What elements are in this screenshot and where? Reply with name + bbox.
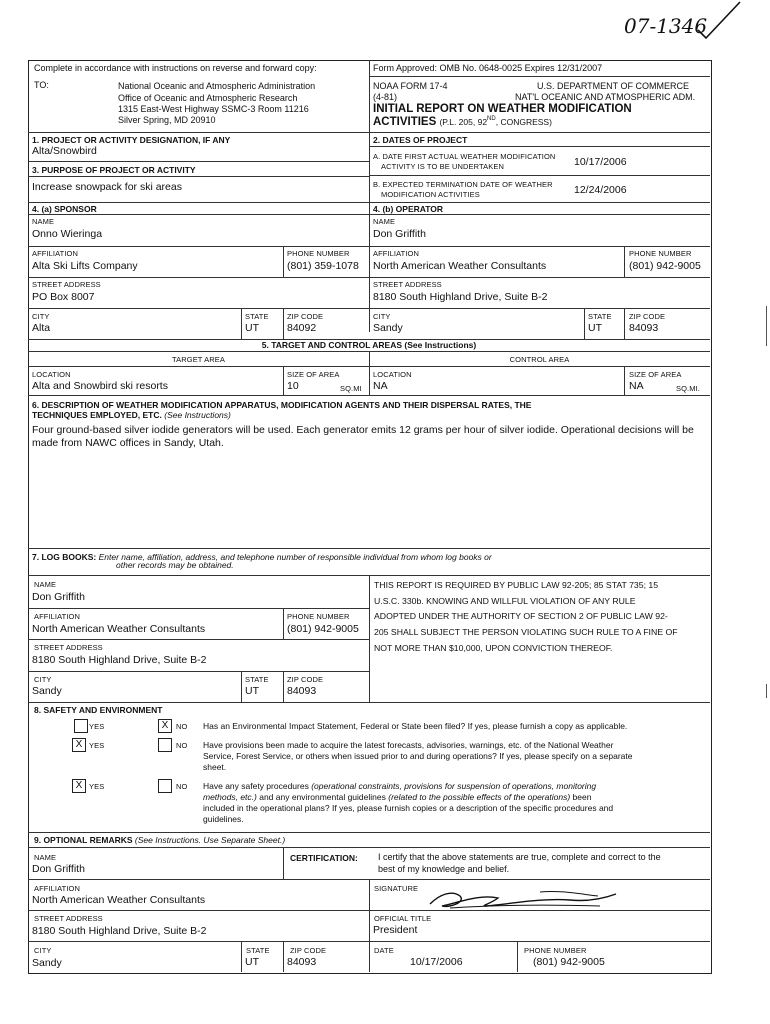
operator-zip: 84093 [629,322,659,334]
law-line: NOT MORE THAN $10,000, UPON CONVICTION THEREOF. [374,642,613,653]
section6-heading-note: (See Instructions) [164,410,231,420]
forecast-question-line: Service, Forest Service, or others when issued prior to and during operations? If yes, please specify on a separate [203,751,633,761]
section1-heading: 1. PROJECT OR ACTIVITY DESIGNATION, IF ANY [32,135,231,145]
remarks-state-label: STATE [246,946,270,955]
eis-yes-checkbox[interactable] [74,719,88,733]
form-number: NOAA FORM 17-4 [373,81,448,91]
operator-state: UT [588,322,602,334]
title-sup: ND [487,116,496,123]
forecast-question-line: sheet. [203,762,227,772]
safety-q-c: methods, etc.) [203,792,257,802]
operator-affiliation: North American Weather Consultants [373,260,547,272]
sponsor-name-label: NAME [32,217,55,226]
section2-heading: 2. DATES OF PROJECT [373,135,468,145]
remarks-name-label: NAME [34,853,57,862]
certification-text: I certify that the above statements are true, complete and correct to the [378,852,661,862]
yes-label: YES [89,722,105,731]
operator-affiliation-label: AFFILIATION [373,249,419,258]
signature-date: 10/17/2006 [410,956,463,968]
to-address-line: Office of Oceanic and Atmospheric Research [118,93,298,103]
section7-heading-text: 7. LOG BOOKS: [32,552,97,562]
safety-no-checkbox[interactable] [158,779,172,793]
form-title-activities: ACTIVITIES [373,116,437,128]
cert-phone: (801) 942-9005 [533,956,605,968]
remarks-zip: 84093 [287,956,317,968]
form-date: (4-81) [373,92,398,102]
safety-question [203,781,613,825]
section8-heading: 8. SAFETY AND ENVIRONMENT [34,705,163,715]
law-notice [374,578,706,657]
log-state: UT [245,685,259,697]
operator-name-label: NAME [373,217,396,226]
safety-question-line4: guidelines. [203,814,244,824]
date-termination-label: B. EXPECTED TERMINATION DATE OF WEATHER [373,180,553,189]
to-address-line: Silver Spring, MD 20910 [118,115,216,125]
sponsor-affiliation: Alta Ski Lifts Company [32,260,138,272]
target-location-label: LOCATION [32,370,71,379]
log-phone: (801) 942-9005 [287,623,359,635]
sponsor-phone: (801) 359-1078 [287,260,359,272]
safety-q-d: and any environmental guidelines [256,792,389,802]
safety-q-e: (related to the possible effects of the operations) [388,792,571,802]
target-unit: SQ.MI [340,384,362,393]
safety-q-f: been [570,792,592,802]
section7-note: Enter name, affiliation, address, and telephone number of responsible individual from whom log books or [98,552,492,562]
sponsor-heading: 4. (a) SPONSOR [32,204,97,214]
certification-label: CERTIFICATION: [290,853,358,863]
law-line: ADOPTED UNDER THE AUTHORITY OF SECTION 2 OF PUBLIC LAW 92- [374,611,668,622]
target-size: 10 [287,380,299,392]
operator-street: 8180 South Highland Drive, Suite B-2 [373,291,548,303]
remarks-street: 8180 South Highland Drive, Suite B-2 [32,925,207,937]
section6-heading: 6. DESCRIPTION OF WEATHER MODIFICATION APPARATUS, MODIFICATION AGENTS AND THEIR DISPERSAL RATES, THE [32,400,532,410]
remarks-state: UT [245,956,259,968]
control-area-label: CONTROL AREA [509,355,570,364]
control-location: NA [373,380,388,392]
target-location: Alta and Snowbird ski resorts [32,380,168,392]
operator-phone-label: PHONE NUMBER [629,249,692,258]
date-label: DATE [374,946,394,955]
form-title-line2 [373,116,552,128]
log-city-label: CITY [34,675,52,684]
date-termination-label2: MODIFICATION ACTIVITIES [381,190,480,199]
operator-city-label: CITY [373,312,391,321]
section5-heading-note: (See Instructions) [404,340,477,350]
eis-question: Has an Environmental Impact Statement, Federal or State been filed? If yes, please furnish a copy as applicable. [203,721,628,731]
purpose-value: Increase snowpack for ski areas [32,181,182,193]
control-location-label: LOCATION [373,370,412,379]
no-label: NO [176,722,188,731]
section9-heading-text: 9. OPTIONAL REMARKS [34,835,133,845]
section6-heading-text2: TECHNIQUES EMPLOYED, ETC. [32,410,162,420]
agency-name: NAT'L OCEANIC AND ATMOSPHERIC ADM. [515,92,696,102]
log-street: 8180 South Highland Drive, Suite B-2 [32,654,207,666]
operator-phone: (801) 942-9005 [629,260,701,272]
forecast-question [203,740,632,773]
log-affiliation: North American Weather Consultants [32,623,206,635]
sponsor-street-label: STREET ADDRESS [32,280,101,289]
sponsor-affiliation-label: AFFILIATION [32,249,78,258]
official-title-label: OFFICIAL TITLE [374,914,432,923]
yes-label: YES [89,741,105,750]
sponsor-zip: 84092 [287,322,317,334]
target-area-label: TARGET AREA [172,355,225,364]
signature-label: SIGNATURE [374,884,419,893]
date-termination-value: 12/24/2006 [574,184,627,196]
remarks-zip-label: ZIP CODE [290,946,327,955]
law-line: 205 SHALL SUBJECT THE PERSON VIOLATING SUCH RULE TO A FINE OF [374,627,678,638]
sponsor-zip-label: ZIP CODE [287,312,324,321]
log-zip: 84093 [287,685,317,697]
checkmark-icon [694,0,744,40]
sponsor-name: Onno Wieringa [32,228,103,240]
date-first-label: A. DATE FIRST ACTUAL WEATHER MODIFICATION [373,152,556,161]
log-phone-label: PHONE NUMBER [287,612,350,621]
handwritten-number: 07-1346 [624,14,708,38]
section3-heading: 3. PURPOSE OF PROJECT OR ACTIVITY [32,165,196,175]
log-street-label: STREET ADDRESS [34,643,103,652]
sponsor-street: PO Box 8007 [32,291,95,303]
sponsor-phone-label: PHONE NUMBER [287,249,350,258]
to-address-line: National Oceanic and Atmospheric Administration [118,81,316,91]
project-designation: Alta/Snowbird [32,145,97,157]
law-line: THIS REPORT IS REQUIRED BY PUBLIC LAW 92-205; 85 STAT 735; 15 [374,580,659,590]
official-title: President [373,924,418,936]
remarks-city: Sandy [32,957,62,969]
sponsor-state: UT [245,322,259,334]
log-affiliation-label: AFFILIATION [34,612,80,621]
log-name-label: NAME [34,580,57,589]
log-zip-label: ZIP CODE [287,675,324,684]
operator-heading: 4. (b) OPERATOR [373,204,444,214]
law-line: U.S.C. 330b. KNOWING AND WILLFUL VIOLATION OF ANY RULE [374,595,636,606]
eis-no-checkbox[interactable]: X [158,719,172,733]
section9-heading-note: (See Instructions. Use Separate Sheet.) [134,835,286,845]
safety-yes-checkbox[interactable]: X [72,779,86,793]
no-label: NO [176,741,188,750]
description-text: Four ground-based silver iodide generators will be used. Each generator emits 12 grams per hour of silver iodide. Operational decisions will be made from NAWC offices in Sandy, Utah. [32,424,694,449]
section7-heading [32,552,492,562]
to-label: TO: [34,80,49,90]
section7-note-line2: other records may be obtained. [116,560,234,570]
remarks-name: Don Griffith [32,863,85,875]
remarks-city-label: CITY [34,946,52,955]
sponsor-state-label: STATE [245,312,269,321]
forecast-no-checkbox[interactable] [158,738,172,752]
safety-question-line3: included in the operational plans? If yes, please furnish copies or a description of the specific procedures and [203,803,614,813]
operator-street-label: STREET ADDRESS [373,280,442,289]
safety-question-line2 [203,792,613,803]
remarks-affiliation-label: AFFILIATION [34,884,80,893]
operator-state-label: STATE [588,312,612,321]
yes-label: YES [89,782,105,791]
control-size-label: SIZE OF AREA [629,370,682,379]
section5-heading-text: 5. TARGET AND CONTROL AREAS [261,340,403,350]
sponsor-city: Alta [32,322,51,334]
safety-question-line1 [203,781,613,792]
sponsor-city-label: CITY [32,312,50,321]
log-state-label: STATE [245,675,269,684]
form-title: INITIAL REPORT ON WEATHER MODIFICATION [373,103,632,115]
operator-city: Sandy [373,322,403,334]
certification-text-line2: best of my knowledge and belief. [378,864,510,874]
date-first-label2: ACTIVITY IS TO BE UNDERTAKEN [381,162,504,171]
date-first-value: 10/17/2006 [574,156,627,168]
operator-zip-label: ZIP CODE [629,312,666,321]
to-address-line: 1315 East-West Highway SSMC-3 Room 11216 [118,104,309,114]
operator-name: Don Griffith [373,228,426,240]
title-law-end: , CONGRESS) [495,117,552,127]
control-unit: SQ.MI. [676,384,700,393]
remarks-affiliation: North American Weather Consultants [32,894,206,906]
remarks-street-label: STREET ADDRESS [34,914,103,923]
dept-name: U.S. DEPARTMENT OF COMMERCE [537,81,690,91]
control-size: NA [629,380,644,392]
no-label: NO [176,782,188,791]
signature-image [420,886,620,912]
instructions-text: Complete in accordance with instructions on reverse and forward copy: [34,63,317,73]
section9-heading [34,835,285,845]
title-law: (P.L. 205, 92 [439,117,488,127]
safety-q-b: (operational constraints, provisions for suspension of operations, monitoring [311,781,597,791]
log-name: Don Griffith [32,591,85,603]
cert-phone-label: PHONE NUMBER [524,946,587,955]
forecast-question-line: Have provisions been made to acquire the latest forecasts, advisories, warnings, etc. of the National Weather [203,740,614,750]
section6-heading-line2 [32,410,231,420]
safety-q-a: Have any safety procedures [203,781,312,791]
forecast-yes-checkbox[interactable]: X [72,738,86,752]
form-approved: Form Approved: OMB No. 0648-0025 Expires 12/31/2007 [373,63,603,73]
target-size-label: SIZE OF AREA [287,370,340,379]
section5-heading [28,340,710,350]
log-city: Sandy [32,685,62,697]
